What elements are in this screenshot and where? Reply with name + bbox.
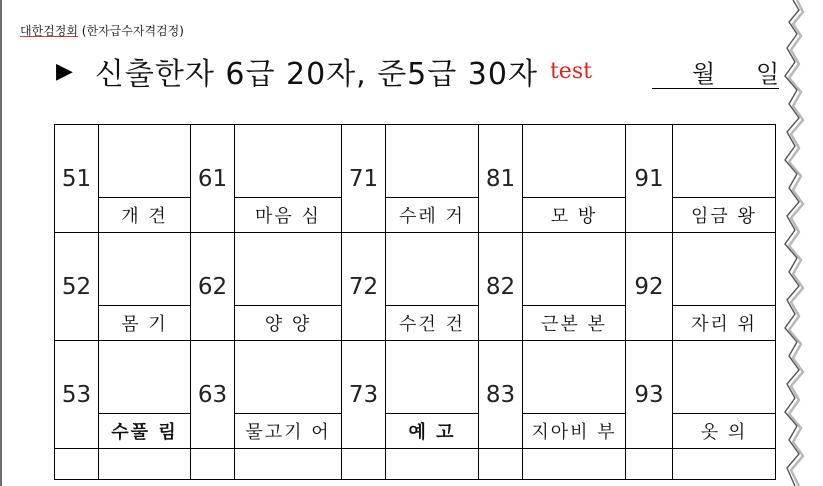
hanja-meaning: 양 양 (235, 306, 342, 341)
item-number: 83 (479, 341, 523, 449)
hanja-practice-grid (54, 124, 776, 480)
date-field (652, 54, 779, 89)
worksheet-title-row (56, 50, 592, 92)
hanja-meaning: 임금 왕 (673, 198, 776, 233)
grid-row (55, 233, 776, 306)
hanja-meaning: 몸 기 (99, 306, 191, 341)
hanja-writing-box[interactable] (523, 449, 626, 480)
item-number: 91 (626, 125, 673, 233)
item-number: 73 (342, 341, 386, 449)
hanja-writing-box[interactable] (99, 125, 191, 198)
item-number: 71 (342, 125, 386, 233)
hanja-writing-box[interactable] (235, 341, 342, 414)
hanja-writing-box[interactable] (523, 125, 626, 198)
item-number-cell (626, 449, 673, 480)
hanja-writing-box[interactable] (235, 125, 342, 198)
torn-edge-shadow (783, 0, 823, 486)
grid-row-partial (55, 449, 776, 480)
item-number: 72 (342, 233, 386, 341)
item-number: 82 (479, 233, 523, 341)
item-number: 61 (191, 125, 235, 233)
item-number: 52 (55, 233, 99, 341)
item-number-cell (191, 449, 235, 480)
hanja-writing-box[interactable] (523, 341, 626, 414)
item-number: 63 (191, 341, 235, 449)
hanja-writing-box[interactable] (235, 449, 342, 480)
hanja-meaning: 모 방 (523, 198, 626, 233)
day-label: 일 (756, 60, 780, 88)
item-number-cell (342, 449, 386, 480)
worksheet-title: 신출한자 6급 20자, 준5급 30자 (94, 57, 538, 92)
hanja-writing-box[interactable] (673, 341, 776, 414)
item-number: 93 (626, 341, 673, 449)
triangle-marker-icon: ▶ (56, 58, 73, 84)
org-header (20, 22, 184, 39)
month-label: 월 (692, 60, 716, 88)
item-number: 92 (626, 233, 673, 341)
item-number-cell (55, 449, 99, 480)
item-number: 51 (55, 125, 99, 233)
hanja-meaning: 자리 위 (673, 306, 776, 341)
hanja-writing-box[interactable] (386, 341, 479, 414)
hanja-writing-box[interactable] (673, 125, 776, 198)
org-name: 대한검정회 (20, 24, 78, 38)
hanja-meaning: 옷 의 (673, 414, 776, 449)
hanja-meaning: 수건 건 (386, 306, 479, 341)
item-number: 81 (479, 125, 523, 233)
hanja-writing-box[interactable] (99, 449, 191, 480)
grid-row (55, 341, 776, 414)
hanja-writing-box[interactable] (673, 449, 776, 480)
hanja-meaning: 물고기 어 (235, 414, 342, 449)
hanja-writing-box[interactable] (386, 233, 479, 306)
hanja-writing-box[interactable] (386, 125, 479, 198)
hanja-writing-box[interactable] (99, 233, 191, 306)
exam-name: (한자급수자격검정) (81, 24, 184, 38)
torn-paper-edge (783, 0, 823, 486)
hanja-meaning: 수레 거 (386, 198, 479, 233)
grid-row (55, 125, 776, 198)
item-number: 53 (55, 341, 99, 449)
hanja-writing-box[interactable] (235, 233, 342, 306)
hanja-writing-box[interactable] (523, 233, 626, 306)
hanja-meaning: 마음 심 (235, 198, 342, 233)
item-number: 62 (191, 233, 235, 341)
hanja-meaning: 근본 본 (523, 306, 626, 341)
hanja-writing-box[interactable] (386, 449, 479, 480)
hanja-meaning: 개 견 (99, 198, 191, 233)
page-left-edge (0, 0, 2, 486)
hanja-writing-box[interactable] (673, 233, 776, 306)
item-number-cell (479, 449, 523, 480)
test-label: test (549, 58, 592, 84)
hanja-writing-box[interactable] (99, 341, 191, 414)
hanja-meaning: 지아비 부 (523, 414, 626, 449)
hanja-meaning: 수풀 림 (99, 414, 191, 449)
hanja-meaning: 예 고 (386, 414, 479, 449)
